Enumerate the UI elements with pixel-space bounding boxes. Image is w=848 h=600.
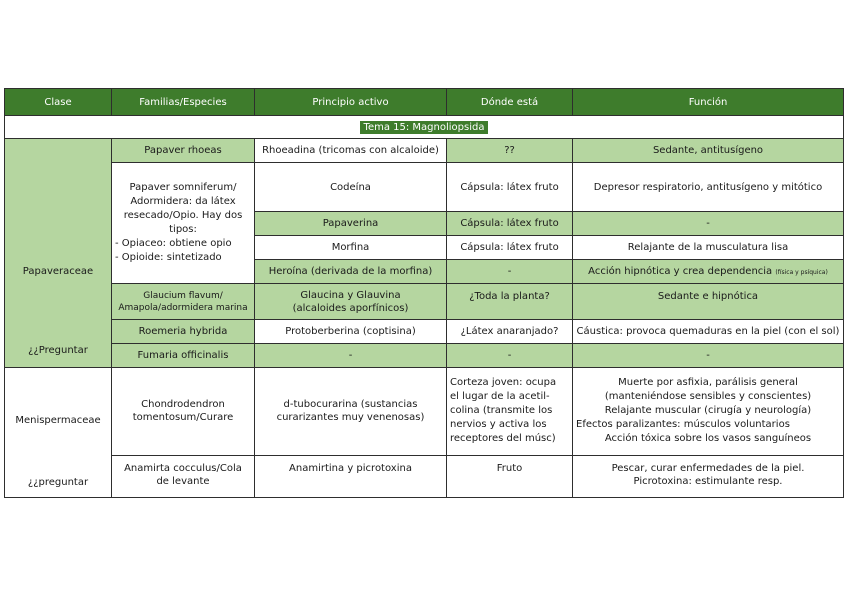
function-note: (física y psíquica) [775, 268, 828, 276]
location-cell [447, 368, 573, 456]
function-text: Acción hipnótica y crea dependencia [588, 265, 773, 277]
location-line: receptores del músc) [450, 433, 556, 445]
principle-cell: Morfina [255, 236, 447, 260]
function-cell: - [573, 344, 844, 368]
species-cell [112, 368, 255, 456]
species-cell: Fumaria officinalis [112, 344, 255, 368]
function-line: Muerte por asfixia, parálisis general [618, 377, 798, 389]
function-cell: Depresor respiratorio, antitusígeno y mitótico [573, 163, 844, 212]
title-row [5, 116, 844, 139]
species-cell-somniferum [112, 163, 255, 284]
class-label: Papaveraceae [22, 266, 94, 277]
location-line: el lugar de la acetil- [450, 391, 550, 403]
principle-cell [255, 368, 447, 456]
principle-cell: Protoberberina (coptisina) [255, 320, 447, 344]
location-cell: - [447, 344, 573, 368]
title-cell [5, 116, 844, 139]
principle-line: curarizantes muy venenosas) [276, 412, 425, 424]
class-label: Menispermaceae [15, 415, 101, 426]
species-line: tomentosum/Curare [132, 412, 234, 424]
class-note: ¿¿Preguntar [28, 345, 88, 356]
principle-line: Glaucina y Glauvina [300, 289, 401, 301]
species-line: Anamirta cocculus/Cola [124, 462, 242, 474]
function-cell [573, 260, 844, 284]
species-cell: Roemeria hybrida [112, 320, 255, 344]
header-row [5, 89, 844, 116]
header-clase: Clase [5, 89, 112, 116]
species-line: resecado/Opio. Hay dos [123, 210, 243, 221]
location-cell: Cápsula: látex fruto [447, 212, 573, 236]
principle-line: (alcaloides aporfínicos) [292, 302, 409, 314]
location-cell: Cápsula: látex fruto [447, 236, 573, 260]
species-line: Adormidera: da látex [130, 196, 236, 207]
species-cell: Papaver rhoeas [112, 139, 255, 163]
principle-cell: Codeína [255, 163, 447, 212]
location-cell: Cápsula: látex fruto [447, 163, 573, 212]
function-cell: - [573, 212, 844, 236]
function-cell: Sedante e hipnótica [573, 284, 844, 320]
principle-line: d-tubocurarina (sustancias [283, 399, 418, 411]
table-row [5, 163, 844, 212]
species-line: Amapola/adormidera marina [118, 302, 248, 313]
function-cell [573, 368, 844, 456]
header-principio: Principio activo [255, 89, 447, 116]
species-line: Papaver somniferum/ [129, 182, 237, 193]
species-line: Glaucium flavum/ [143, 290, 223, 301]
function-line: Relajante muscular (cirugía y neurología) [604, 405, 812, 417]
class-note: ¿¿preguntar [27, 477, 89, 488]
species-line: Chondrodendron [141, 399, 225, 411]
function-line: Pescar, curar enfermedades de la piel. [611, 462, 805, 474]
table-row [5, 455, 844, 497]
principle-cell: - [255, 344, 447, 368]
location-cell: ¿Toda la planta? [447, 284, 573, 320]
location-cell: ?? [447, 139, 573, 163]
principle-cell: Papaverina [255, 212, 447, 236]
class-cell-menispermaceae [5, 368, 112, 498]
function-line: (manteniéndose sensibles y conscientes) [604, 391, 812, 403]
species-line: de levante [156, 475, 210, 487]
species-cell [112, 284, 255, 320]
function-cell: Relajante de la musculatura lisa [573, 236, 844, 260]
table-row [5, 344, 844, 368]
location-line: nervios y activa los [450, 419, 547, 431]
location-cell: ¿Látex anaranjado? [447, 320, 573, 344]
function-line: Picrotoxina: estimulante resp. [633, 475, 783, 487]
table-row [5, 284, 844, 320]
function-cell: Cáustica: provoca quemaduras en la piel (con el sol) [573, 320, 844, 344]
table-row [5, 139, 844, 163]
page-title: Tema 15: Magnoliopsida [360, 121, 489, 134]
species-line: - Opioide: sintetizado [115, 252, 222, 263]
location-line: colina (transmite los [450, 405, 553, 417]
header-funcion: Función [573, 89, 844, 116]
function-cell [573, 455, 844, 497]
botany-table [4, 88, 844, 498]
principle-cell: Rhoeadina (tricomas con alcaloide) [255, 139, 447, 163]
table-row [5, 368, 844, 456]
location-cell: - [447, 260, 573, 284]
header-donde: Dónde está [447, 89, 573, 116]
principle-cell [255, 284, 447, 320]
class-cell-papaveraceae [5, 139, 112, 368]
species-line: - Opiaceo: obtiene opio [115, 238, 232, 249]
location-cell: Fruto [447, 455, 573, 497]
principle-cell: Heroína (derivada de la morfina) [255, 260, 447, 284]
table-row [5, 320, 844, 344]
header-familias: Familias/Especies [112, 89, 255, 116]
function-line: Efectos paralizantes: músculos voluntarios [576, 419, 790, 431]
principle-cell: Anamirtina y picrotoxina [255, 455, 447, 497]
location-line: Corteza joven: ocupa [450, 377, 557, 389]
function-line: Acción tóxica sobre los vasos sanguíneos [604, 433, 812, 445]
species-line: tipos: [169, 224, 197, 235]
function-cell: Sedante, antitusígeno [573, 139, 844, 163]
species-cell [112, 455, 255, 497]
